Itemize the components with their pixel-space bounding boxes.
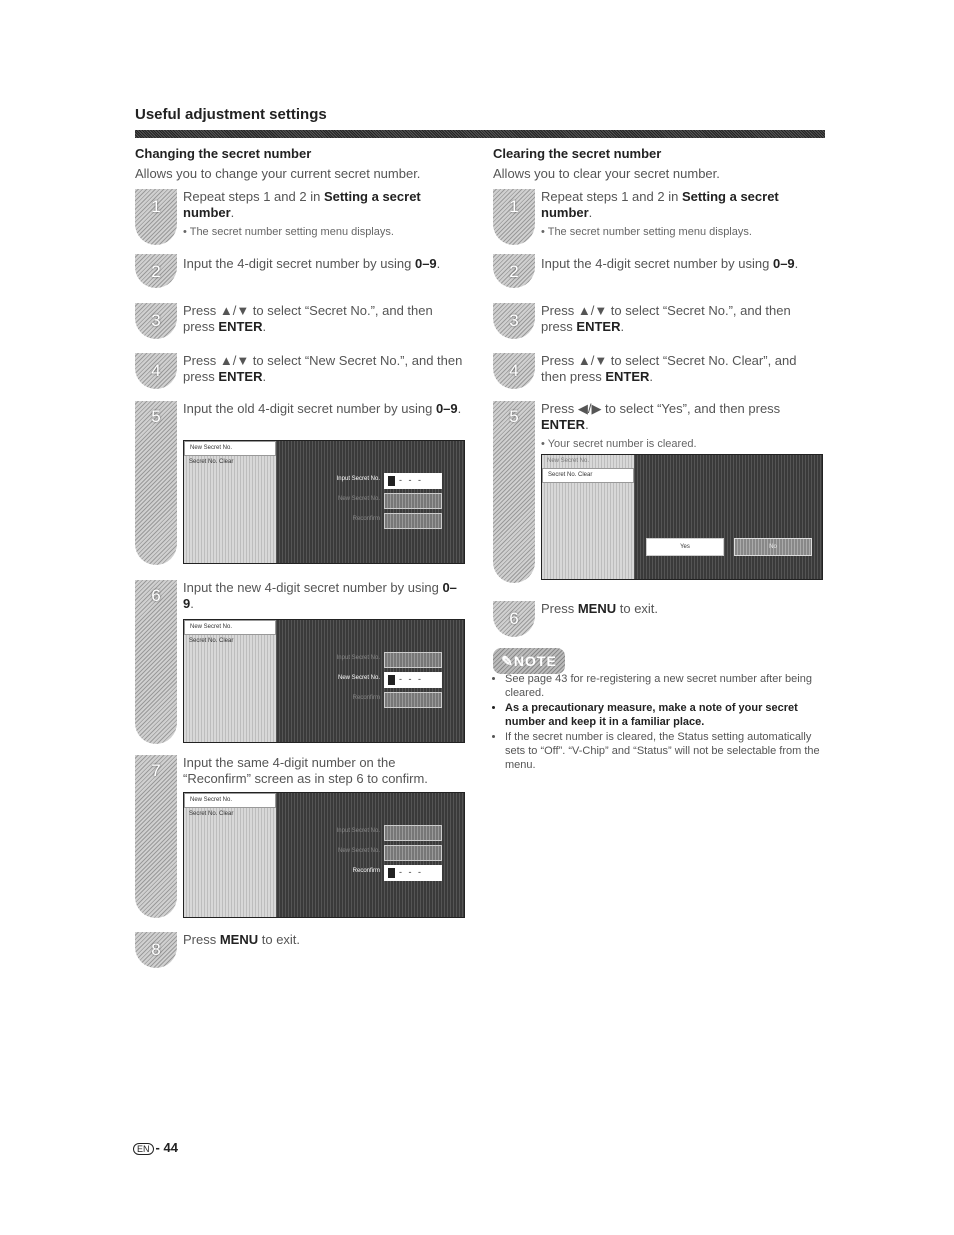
pencil-icon: ✎ [501,653,514,669]
step-number: 1 [151,197,161,216]
step-text: Input the same 4-digit number on the “Reconfirm” screen as in step 6 to confirm. [183,755,428,786]
menu-item-secret-clear: Secret No. Clear [189,638,234,644]
cursor-block [388,868,395,878]
secret-menu-list [184,620,276,742]
step-text: Input the old 4-digit secret number by using 0–9. [183,401,462,416]
step-number: 1 [509,197,519,216]
cursor-block [388,476,395,486]
heading-rule [135,130,825,138]
menu-item-new-secret: New Secret No. [184,793,276,808]
menu-item-new-secret: New Secret No. [184,441,276,456]
step-number: 4 [509,361,519,380]
reconfirm-row: Reconfirm [352,868,380,874]
tv-screen-reconfirm [183,792,465,918]
right-step-2 [493,254,823,290]
step-number-tab [493,401,535,583]
right-step-1 [493,189,823,245]
note-item-precaution: • As a precautionary measure, make a note of your secret number and keep it in a familiar place. [505,701,823,729]
yes-option: Yes [646,538,724,556]
step-text: Input the 4-digit secret number by using 0–9. [541,256,799,271]
new-secret-row: New Secret No. [337,496,380,502]
language-badge: EN [133,1143,154,1155]
page-heading: Useful adjustment settings [135,106,327,123]
step-number: 5 [151,407,161,426]
reconfirm-field [384,692,442,708]
new-secret-row: New Secret No. [337,675,380,681]
secret-menu-list [542,455,634,579]
step-number: 5 [509,407,519,426]
menu-item-secret-clear: Secret No. Clear [189,811,234,817]
input-secret-row: Input Secret No. [336,655,380,661]
left-step-7 [135,755,465,920]
secret-menu-list [184,793,276,917]
left-section-title: Changing the secret number [135,146,312,161]
tv-screen-clear-confirm [541,454,823,580]
step-text: Press ▲/▼ to select “Secret No.”, and then press ENTER. [183,303,433,334]
step-number: 2 [509,262,519,281]
step-number: 2 [151,262,161,281]
note-item: • See page 43 for re-registering a new secret number after being cleared. [505,672,823,700]
step-text: Press ▲/▼ to select “Secret No.”, and then press ENTER. [541,303,791,334]
no-option: No [734,538,812,556]
note-badge: ✎NOTE [493,648,565,674]
right-step-6 [493,601,823,641]
step-bullet: • The secret number setting menu displays. [183,226,394,238]
new-secret-row: New Secret No. [337,848,380,854]
secret-menu-list [184,441,276,563]
input-secret-field [384,652,442,668]
reconfirm-field: - - - [384,865,442,881]
step-text: Press MENU to exit. [541,601,659,616]
step-text: Press ▲/▼ to select “New Secret No.”, and then press ENTER. [183,353,463,384]
left-step-1 [135,189,465,245]
step-number: 6 [151,586,161,605]
step-text: Input the 4-digit secret number by using 0–9. [183,256,441,271]
right-section [493,146,823,182]
reconfirm-row: Reconfirm [352,516,380,522]
note-item: • If the secret number is cleared, the Status setting automatically sets to “Off”. “V-Chip” and “Status” will not be selectable from the menu. [505,730,823,772]
step-text: Press MENU to exit. [183,932,301,947]
page-number: 44 [163,1140,178,1155]
input-secret-field [384,825,442,841]
reconfirm-row: Reconfirm [352,695,380,701]
tv-screen-input-old [183,440,465,564]
step-number: 8 [151,940,161,959]
note-list [493,672,823,773]
cursor-block [388,675,395,685]
tv-screen-input-new [183,619,465,743]
menu-item-new-secret: New Secret No. [547,458,590,464]
right-step-5 [493,401,823,585]
step-text: Press ◀/▶ to select “Yes”, and then press ENTER. • Your secret number is cleared. [541,401,821,451]
left-section-description: Allows you to change your current secret number. [135,166,421,181]
step-text: Input the new 4-digit secret number by using 0–9. [183,580,457,611]
input-secret-row: Input Secret No. [336,828,380,834]
left-step-5 [135,401,465,567]
footer-separator: - [155,1140,160,1155]
step-number: 3 [509,311,519,330]
left-step-2 [135,254,465,290]
step-number: 7 [151,761,161,780]
left-section [135,146,465,182]
new-secret-field [384,493,442,509]
left-step-8 [135,932,465,972]
right-section-description: Allows you to clear your secret number. [493,166,720,181]
input-secret-field: - - - [384,473,442,489]
step-number: 3 [151,311,161,330]
menu-item-secret-clear: Secret No. Clear [189,459,234,465]
right-step-3 [493,303,823,343]
step-bullet: • Your secret number is cleared. [541,438,697,450]
step-text: Press ▲/▼ to select “Secret No. Clear”, and then press ENTER. [541,353,797,384]
left-step-6 [135,580,465,746]
left-step-3 [135,303,465,343]
menu-item-new-secret: New Secret No. [184,620,276,635]
step-number: 6 [509,609,519,628]
right-section-title: Clearing the secret number [493,146,662,161]
menu-item-secret-clear: Secret No. Clear [542,468,634,483]
step-text: Repeat steps 1 and 2 in Setting a secret number. • The secret number setting menu displays. [541,189,821,239]
step-text: Repeat steps 1 and 2 in Setting a secret number. • The secret number setting menu displays. [183,189,463,239]
new-secret-field [384,845,442,861]
new-secret-field: - - - [384,672,442,688]
step-bullet: • The secret number setting menu displays. [541,226,752,238]
reconfirm-field [384,513,442,529]
left-step-4 [135,353,465,393]
page-footer [133,1140,178,1155]
input-secret-row: Input Secret No. [336,476,380,482]
right-step-4 [493,353,823,393]
step-number: 4 [151,361,161,380]
